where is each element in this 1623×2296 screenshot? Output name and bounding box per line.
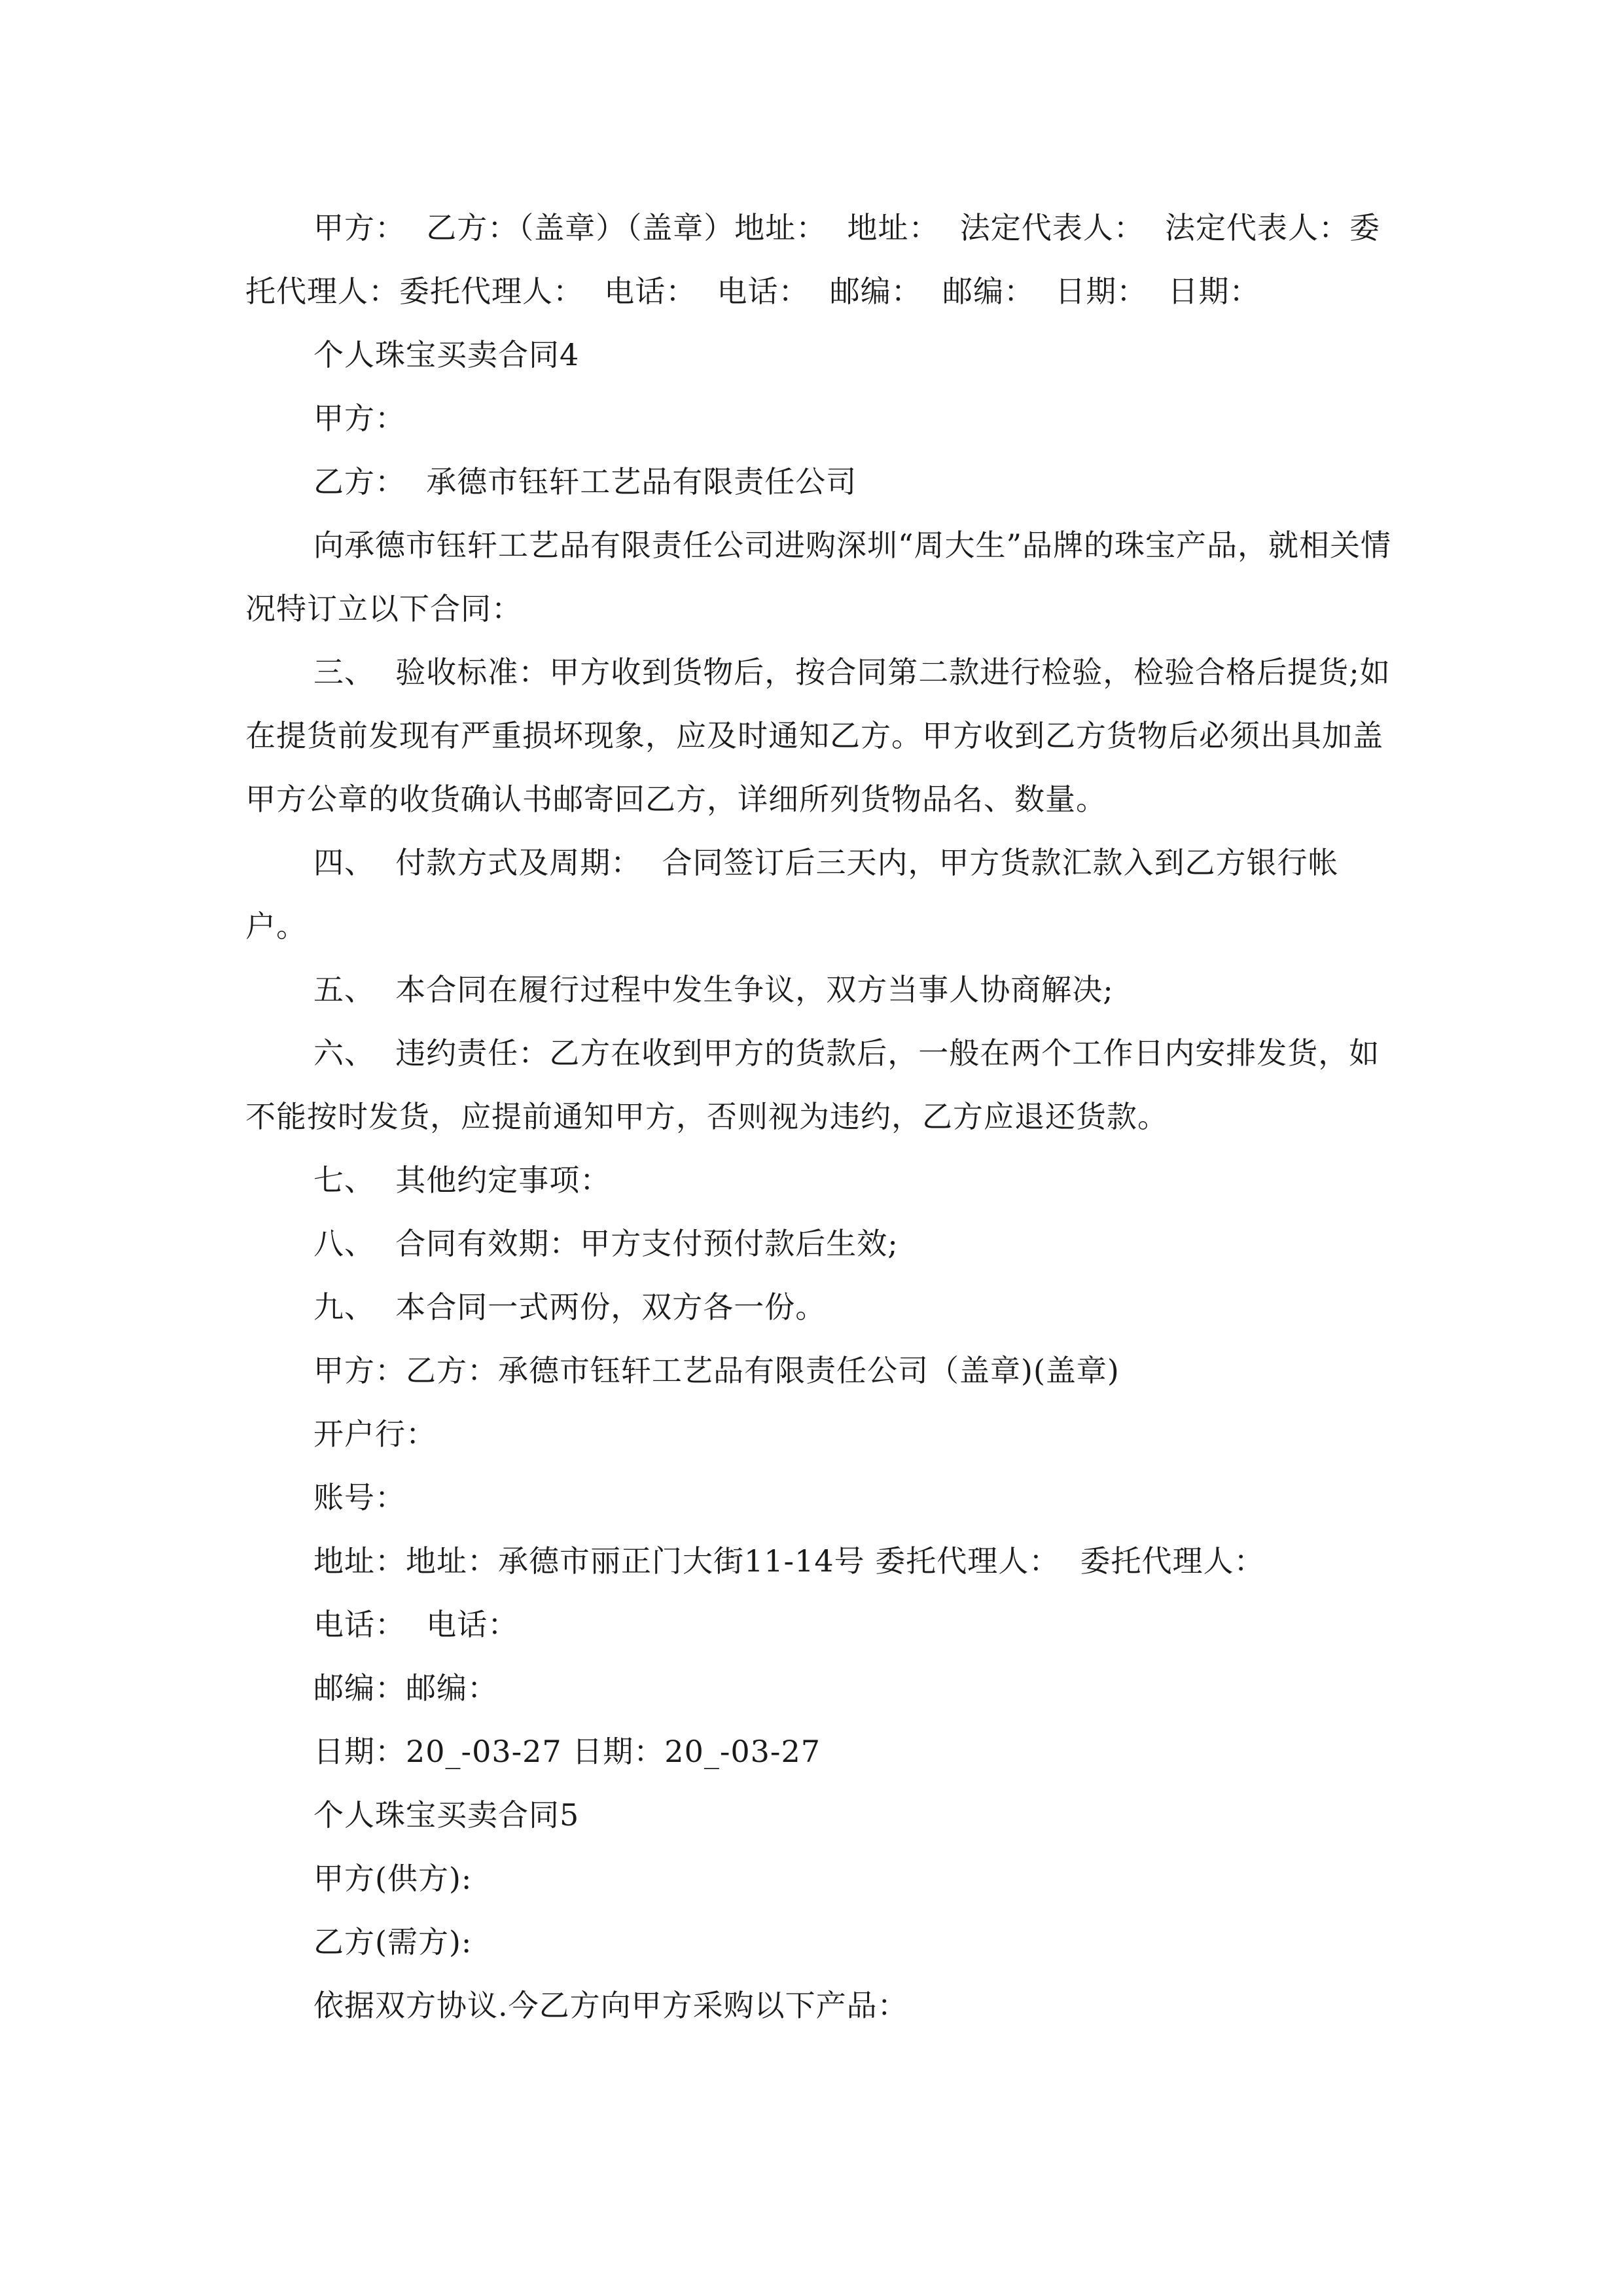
- clause-9-copies: 九、 本合同一式两份，双方各一份。: [313, 1289, 827, 1325]
- clause-7-other: 七、 其他约定事项：: [313, 1162, 611, 1198]
- date-line: 日期：20_-03-27 日期：20_-03-27: [313, 1734, 821, 1769]
- bank-line: 开户行：: [313, 1416, 437, 1452]
- clause-6-breach: 六、 违约责任：乙方在收到甲方的货款后，一般在两个工作日内安排发货，如不能按时发货，应提前通知甲方，否则视为违约，乙方应退还货款。: [245, 1035, 1380, 1134]
- clause-8-validity: 八、 合同有效期：甲方支付预付款后生效;: [313, 1226, 899, 1261]
- contract-title-4: 个人珠宝买卖合同4: [313, 337, 580, 372]
- paragraph-preamble: 向承德市钰轩工艺品有限责任公司进购深圳“周大生”品牌的珠宝产品，就相关情况特订立以下合同：: [245, 528, 1392, 626]
- postcode-line: 邮编：邮编：: [313, 1670, 498, 1706]
- account-line: 账号：: [313, 1480, 406, 1515]
- address-agent-line: 地址：地址：承德市丽正门大街11-14号 委托代理人： 委托代理人：: [313, 1543, 1265, 1579]
- party-b-buyer-line: 乙方(需方):: [313, 1924, 473, 1960]
- signature-parties: 甲方：乙方：承德市钰轩工艺品有限责任公司（盖章)(盖章): [313, 1353, 1120, 1388]
- phone-line: 电话： 电话：: [313, 1607, 519, 1642]
- clause-4-payment: 四、 付款方式及周期： 合同签订后三天内，甲方货款汇款入到乙方银行帐户。: [245, 845, 1339, 944]
- document-page: [245, 196, 1397, 2037]
- party-a-line: 甲方：: [313, 401, 406, 436]
- party-a-supplier-line: 甲方(供方):: [313, 1861, 473, 1896]
- party-b-line: 乙方： 承德市钰轩工艺品有限责任公司: [313, 464, 857, 499]
- paragraph-parties-signature: 甲方： 乙方：（盖章）（盖章）地址： 地址： 法定代表人： 法定代表人：委托代理人：委托代理人： 电话： 电话： 邮编： 邮编： 日期： 日期：: [245, 210, 1380, 309]
- clause-3-acceptance: 三、 验收标准：甲方收到货物后，按合同第二款进行检验，检验合格后提货;如在提货前发现有严重损坏现象，应及时通知乙方。甲方收到乙方货物后必须出具加盖甲方公章的收货确认书邮寄回乙方，详细所列货物品名、数量。: [245, 655, 1391, 817]
- contract-title-5: 个人珠宝买卖合同5: [313, 1797, 580, 1833]
- purchase-intro-line: 依据双方协议.今乙方向甲方采购以下产品：: [313, 1988, 908, 2023]
- clause-5-dispute: 五、 本合同在履行过程中发生争议，双方当事人协商解决;: [313, 972, 1114, 1007]
